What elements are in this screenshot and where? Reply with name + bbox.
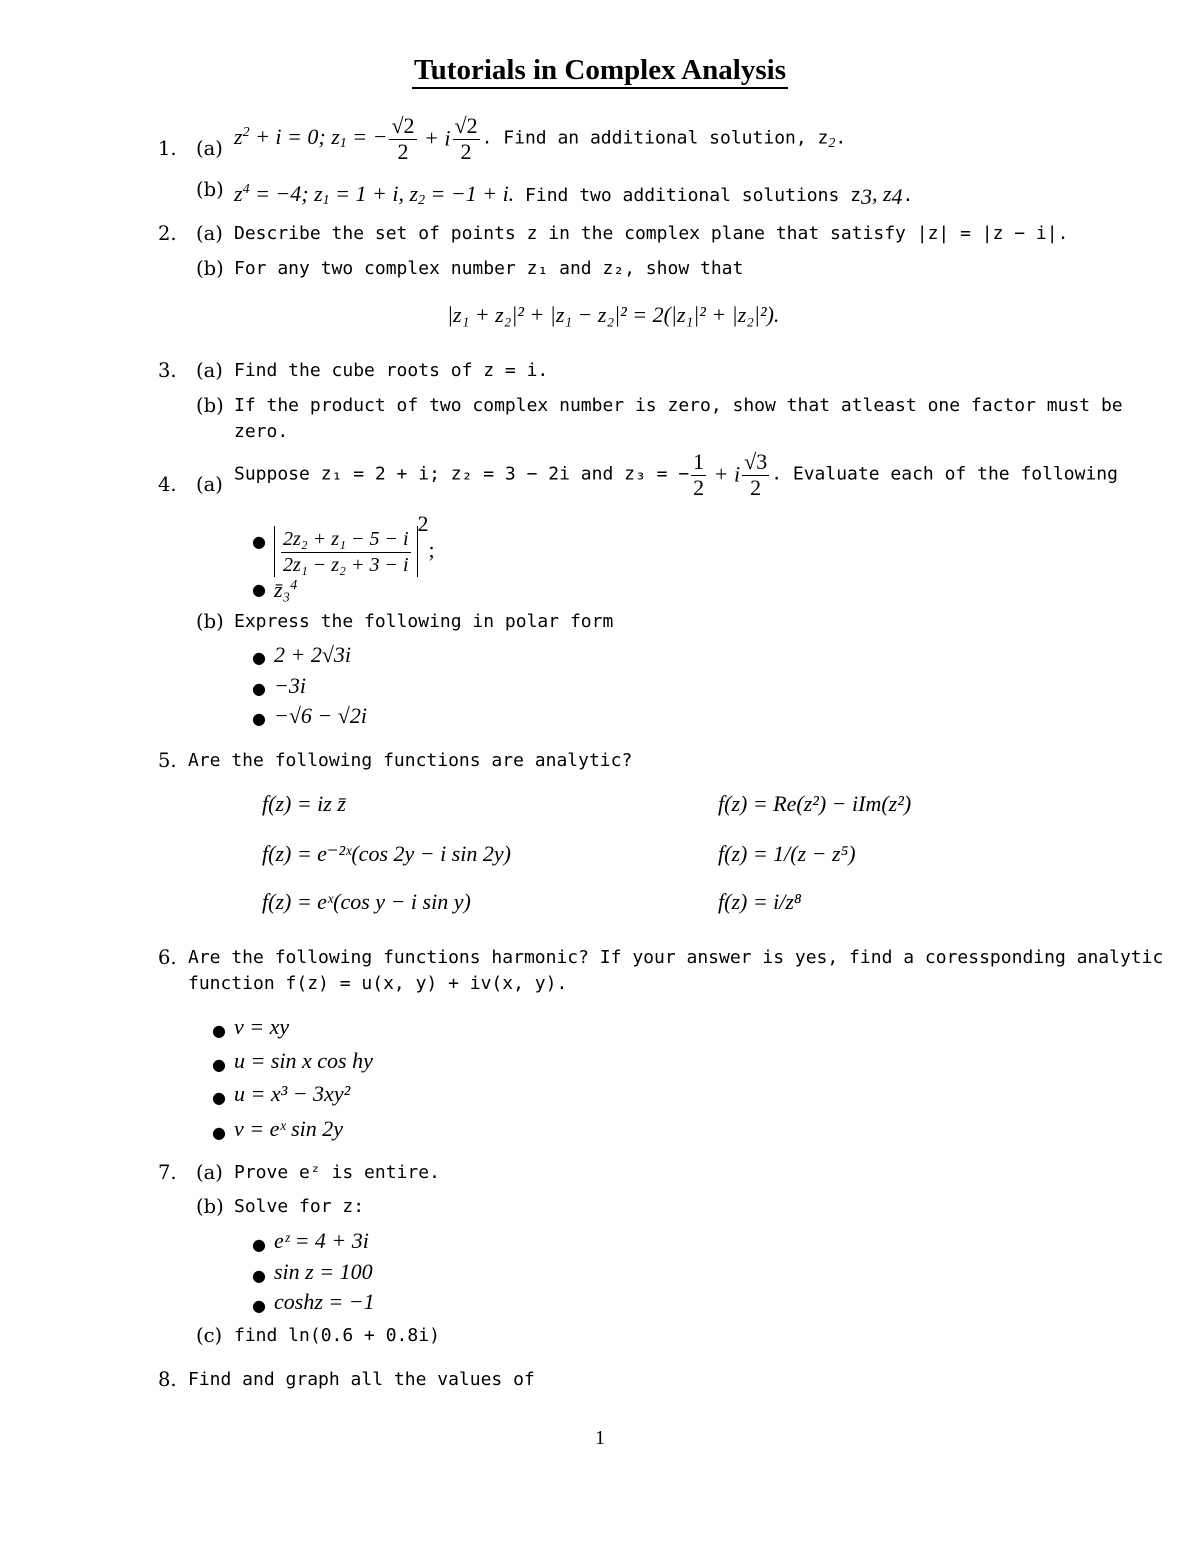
q1b-text: $z^4 = -4$; $z_1 = 1 + i$, $z_2 = -1 + i$. Find two additional solutions $z_3$, $z_4$.: [234, 181, 914, 209]
q1a-equation: $z^2 + i = 0$; $z_1$ = − $\frac{√2}{2}$ + i $\frac{√2}{2}$ . Find an additional solution, $z_2$.: [234, 113, 847, 164]
q4b-polar-item: −√6 − √2i: [274, 703, 367, 728]
q4b-text: Express the following in polar form: [234, 611, 614, 632]
q2a-text: Describe the set of points z in the complex plane that satisfy |z| = |z − i|.: [234, 223, 1069, 244]
q5-function-right: f(z) = 1/(z − z⁵): [718, 841, 856, 866]
question-2-number: 2.: [158, 222, 177, 245]
bullet-icon: ●: [212, 1021, 226, 1040]
q2b-text: For any two complex number z₁ and z₂, show that: [234, 258, 744, 279]
q1a-label: (a): [196, 137, 223, 160]
bullet-icon: ●: [252, 1266, 266, 1285]
q6-item: v = eˣ sin 2y: [234, 1116, 344, 1141]
bullet-icon: ●: [252, 1235, 266, 1254]
bullet-icon: ●: [252, 709, 266, 728]
q7b-label: (b): [196, 1195, 224, 1218]
q3a-text: Find the cube roots of z = i.: [234, 360, 549, 381]
q7c-text: find ln(0.6 + 0.8i): [234, 1325, 440, 1346]
question-8-number: 8.: [158, 1368, 177, 1391]
question-4-number: 4.: [158, 473, 177, 496]
q6-item: u = x³ − 3xy²: [234, 1081, 351, 1106]
bullet-icon: ●: [212, 1055, 226, 1074]
q5-function-left: f(z) = e⁻²ˣ(cos 2y − i sin 2y): [262, 841, 511, 866]
q5-function-left: f(z) = iz z̄: [262, 791, 346, 816]
q6-item: u = sin x cos hy: [234, 1048, 373, 1073]
q3b-text-line1: If the product of two complex number is zero, show that atleast one factor must be: [234, 395, 1123, 416]
q7b-text: Solve for z:: [234, 1196, 365, 1217]
bullet-icon: ●: [252, 1296, 266, 1315]
q2b-equation: |z₁ + z₂|² + |z₁ − z₂|² = 2(|z₁|² + |z₂|²).: [447, 302, 780, 327]
question-3-number: 3.: [158, 359, 177, 382]
bullet-icon: ●: [252, 580, 266, 599]
q6-text-line1: Are the following functions harmonic? If your answer is yes, find a coressponding analytic: [188, 947, 1164, 968]
bullet-icon: ●: [252, 648, 266, 667]
q8-text: Find and graph all the values of: [188, 1369, 535, 1390]
q3b-text-line2: zero.: [234, 421, 289, 442]
q1b-label: (b): [196, 178, 224, 201]
q4a-conjugate-power: z̄₃$^4$: [274, 577, 298, 602]
page-number: 1: [595, 1427, 605, 1449]
q6-item: v = xy: [234, 1014, 290, 1039]
q2b-label: (b): [196, 257, 224, 280]
q4a-fraction-expression: $\frac{\text{2z₂ + z₁ − 5 − i}}{\text{2z₁ − z₂ + 3 − i}}$ $^2$;: [274, 512, 435, 577]
q7b-item: sin z = 100: [274, 1259, 373, 1284]
bullet-icon: ●: [252, 532, 266, 551]
q7a-text: Prove eᶻ is entire.: [234, 1162, 440, 1183]
q7b-item: coshz = −1: [274, 1289, 375, 1314]
bullet-icon: ●: [212, 1088, 226, 1107]
q4a-label: (a): [196, 473, 223, 496]
bullet-icon: ●: [212, 1123, 226, 1142]
q3b-label: (b): [196, 394, 224, 417]
q3a-label: (a): [196, 359, 223, 382]
q5-function-right: f(z) = i/z⁸: [718, 889, 802, 914]
question-1-number: 1.: [158, 137, 177, 160]
q2a-label: (a): [196, 222, 223, 245]
q4b-polar-item: −3i: [274, 673, 306, 698]
page-title: Tutorials in Complex Analysis: [0, 54, 1200, 87]
q5-function-right: f(z) = Re(z²) − iIm(z²): [718, 791, 912, 816]
question-5-number: 5.: [158, 749, 177, 772]
question-6-number: 6.: [158, 946, 177, 969]
q7b-item: eᶻ = 4 + 3i: [274, 1228, 369, 1253]
q4a-text: Suppose z₁ = 2 + i; z₂ = 3 − 2i and z₃ = − $\frac{1}{2}$ + i $\frac{√3}{2}$ . Evaluate each of the following: [234, 449, 1118, 500]
q4b-polar-item: 2 + 2√3i: [274, 642, 352, 667]
question-7-number: 7.: [158, 1161, 177, 1184]
q5-text: Are the following functions are analytic?: [188, 750, 633, 771]
q4b-label: (b): [196, 610, 224, 633]
q7c-label: (c): [196, 1324, 223, 1347]
q6-text-line2: function f(z) = u(x, y) + iv(x, y).: [188, 973, 568, 994]
bullet-icon: ●: [252, 679, 266, 698]
q7a-label: (a): [196, 1161, 223, 1184]
q5-function-left: f(z) = eˣ(cos y − i sin y): [262, 889, 471, 914]
